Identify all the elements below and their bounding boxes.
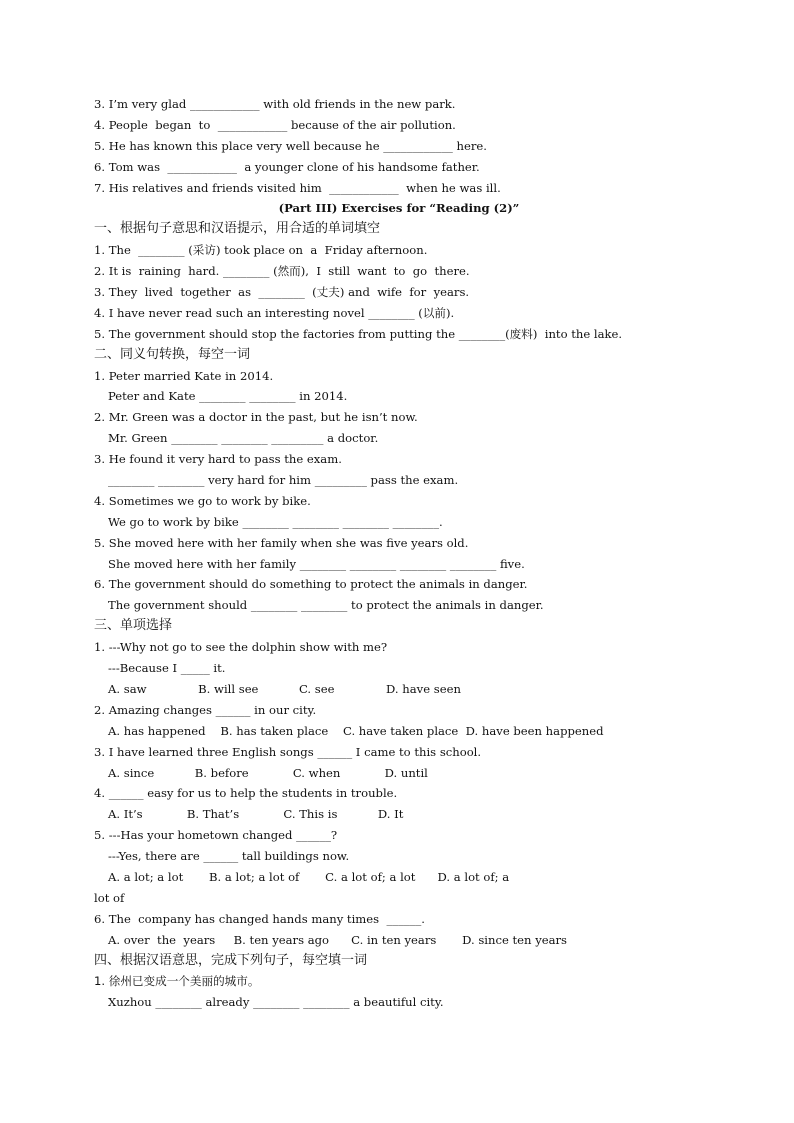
exercise-line: 2. Amazing changes ______ in our city. (94, 702, 317, 717)
answer-options: A. since B. before C. when D. until (108, 765, 428, 780)
exercise-line: Peter and Kate ________ ________ in 2014. (108, 389, 348, 404)
exercise-line: 4. ______ easy for us to help the students in trouble. (94, 786, 398, 801)
exercise-line: 3. They lived together as ________ (丈夫) and wife for years. (94, 285, 470, 300)
exercise-line: 5. The government should stop the factories from putting the ________(废料) into the lake. (94, 326, 623, 341)
part-title: (Part III) Exercises for “Reading (2)” (278, 201, 520, 216)
exercise-line: lot of (94, 890, 125, 905)
exercise-line: 3. I’m very glad ____________ with old friends in the new park. (94, 97, 456, 111)
exercise-line: She moved here with her family ________ ________ ________ ________ five. (108, 556, 525, 571)
exercise-line: 1. Peter married Kate in 2014. (94, 368, 274, 383)
exercise-line: 4. Sometimes we go to work by bike. (94, 493, 311, 508)
section-heading: 一、根据句子意思和汉语提示，用合适的单词填空 (94, 221, 381, 237)
exercise-line: Mr. Green ________ ________ _________ a doctor. (108, 431, 379, 446)
exercise-line: 7. His relatives and friends visited him ____________ when he was ill. (94, 180, 501, 195)
section-heading: 三、单项选择 (94, 618, 173, 634)
exercise-line: 1. ---Why not go to see the dolphin show with me? (94, 640, 388, 655)
answer-options: A. It’s B. That’s C. This is D. It (108, 807, 404, 822)
exercise-line: The government should ________ ________ to protect the animals in danger. (108, 598, 544, 613)
exercise-line: 3. He found it very hard to pass the exam. (94, 452, 342, 467)
section-heading: 二、同义句转换，每空一词 (94, 346, 251, 362)
exercise-line: 6. Tom was ____________ a younger clone of his handsome father. (94, 159, 480, 174)
exercise-line: 1. The ________ (采访) took place on a Friday afternoon. (94, 243, 428, 258)
document-body (94, 94, 704, 1013)
exercise-line: 5. ---Has your hometown changed ______? (94, 828, 338, 843)
exercise-line: ________ ________ very hard for him _________ pass the exam. (108, 473, 459, 488)
exercise-line: 6. The company has changed hands many times ______. (94, 911, 425, 926)
exercise-line: 5. He has known this place very well because he ____________ here. (94, 138, 487, 153)
exercise-line: 1. 徐州已变成一个美丽的城市。 (94, 974, 260, 989)
exercise-line: 6. The government should do something to protect the animals in danger. (94, 577, 528, 592)
exercise-line: ---Because I _____ it. (108, 661, 226, 676)
exercise-line: Xuzhou ________ already ________ ________ a beautiful city. (108, 995, 444, 1010)
exercise-line: ---Yes, there are ______ tall buildings now. (108, 849, 350, 864)
exercise-line: 2. It is raining hard. ________ (然而), I still want to go there. (94, 264, 470, 279)
exercise-line: 2. Mr. Green was a doctor in the past, but he isn’t now. (94, 410, 418, 425)
exercise-line: 4. People began to ____________ because of the air pollution. (94, 117, 456, 132)
answer-options: A. a lot; a lot B. a lot; a lot of C. a lot of; a lot D. a lot of; a (108, 869, 510, 884)
exercise-line: 5. She moved here with her family when she was five years old. (94, 535, 469, 550)
exercise-line: We go to work by bike ________ ________ ________ ________. (108, 514, 443, 529)
exercise-line: 3. I have learned three English songs ______ I came to this school. (94, 744, 482, 759)
section-heading: 四、根据汉语意思，完成下列句子，每空填一词 (94, 952, 368, 968)
answer-options: A. over the years B. ten years ago C. in ten years D. since ten years (108, 932, 568, 947)
exercise-line: 4. I have never read such an interesting novel ________ (以前). (94, 305, 455, 320)
answer-options: A. has happened B. has taken place C. have taken place D. have been happened (108, 723, 604, 738)
answer-options: A. saw B. will see C. see D. have seen (108, 681, 461, 696)
